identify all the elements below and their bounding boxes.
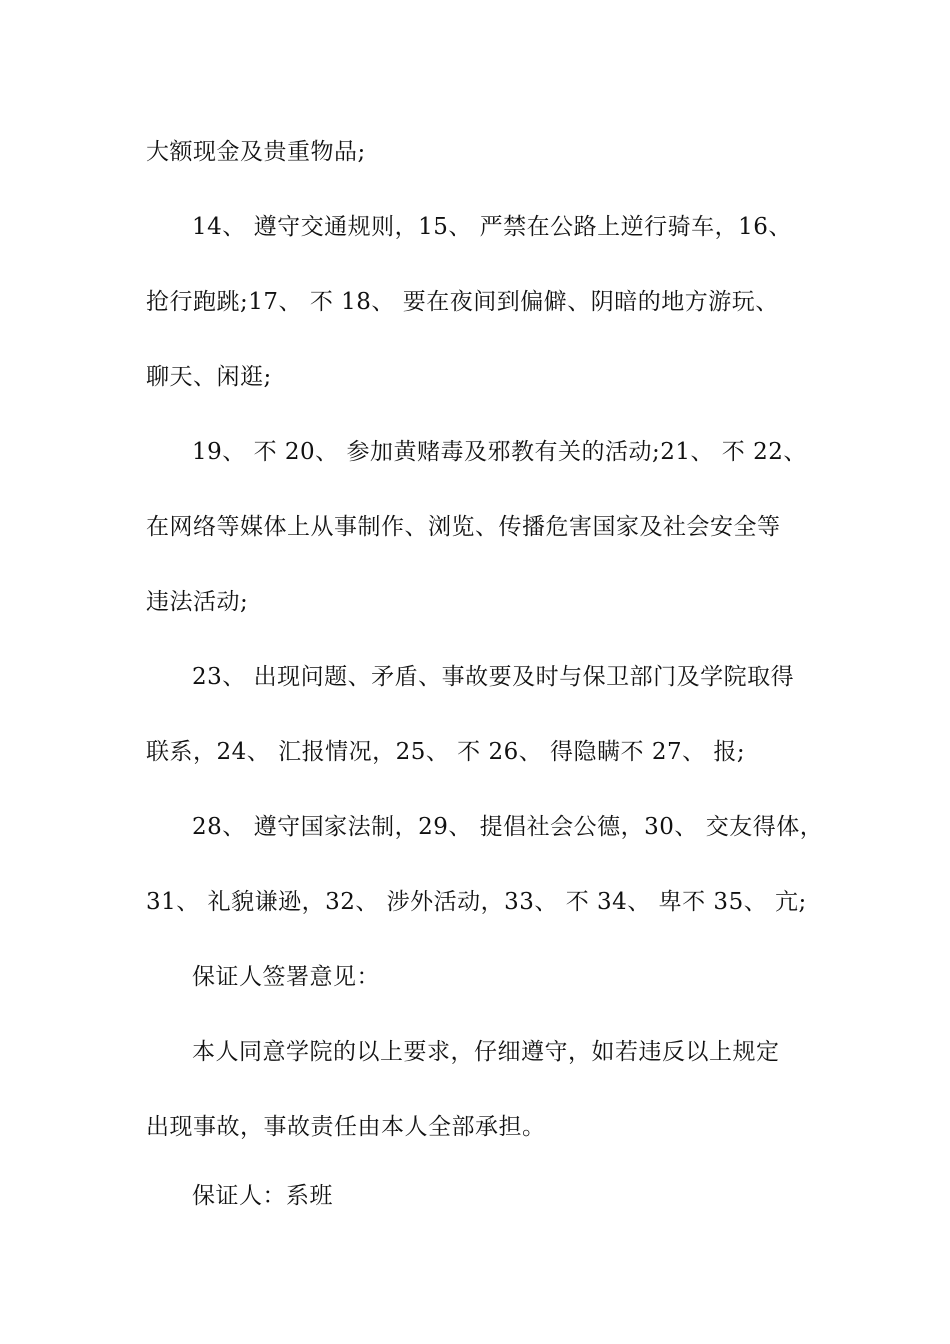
text-line-6: 在网络等媒体上从事制作、浏览、传播危害国家及社会安全等	[146, 514, 781, 540]
text-line-1: 大额现金及贵重物品;	[146, 139, 366, 165]
text-line-9: 联系，24、 汇报情况，25、 不 26、 得隐瞒不 27、 报;	[146, 739, 746, 765]
text-line-11: 31、 礼貌谦逊，32、 涉外活动，33、 不 34、 卑不 35、 亢;	[146, 889, 807, 915]
text-line-14: 出现事故，事故责任由本人全部承担。	[146, 1114, 546, 1140]
guarantor-line: 保证人：系班	[192, 1183, 333, 1209]
text-line-5: 19、 不 20、 参加黄赌毒及邪教有关的活动;21、 不 22、	[192, 439, 807, 465]
text-line-8: 23、 出现问题、矛盾、事故要及时与保卫部门及学院取得	[192, 664, 795, 690]
text-line-4: 聊天、闲逛;	[146, 364, 272, 390]
signature-heading: 保证人签署意见：	[192, 964, 380, 990]
text-line-2: 14、 遵守交通规则，15、 严禁在公路上逆行骑车，16、	[192, 214, 792, 240]
text-line-7: 违法活动;	[146, 589, 249, 615]
text-line-13: 本人同意学院的以上要求，仔细遵守，如若违反以上规定	[192, 1039, 780, 1065]
text-line-3: 抢行跑跳;17、 不 18、 要在夜间到偏僻、阴暗的地方游玩、	[146, 289, 779, 315]
text-line-10: 28、 遵守国家法制，29、 提倡社会公德，30、 交友得体，	[192, 814, 824, 840]
